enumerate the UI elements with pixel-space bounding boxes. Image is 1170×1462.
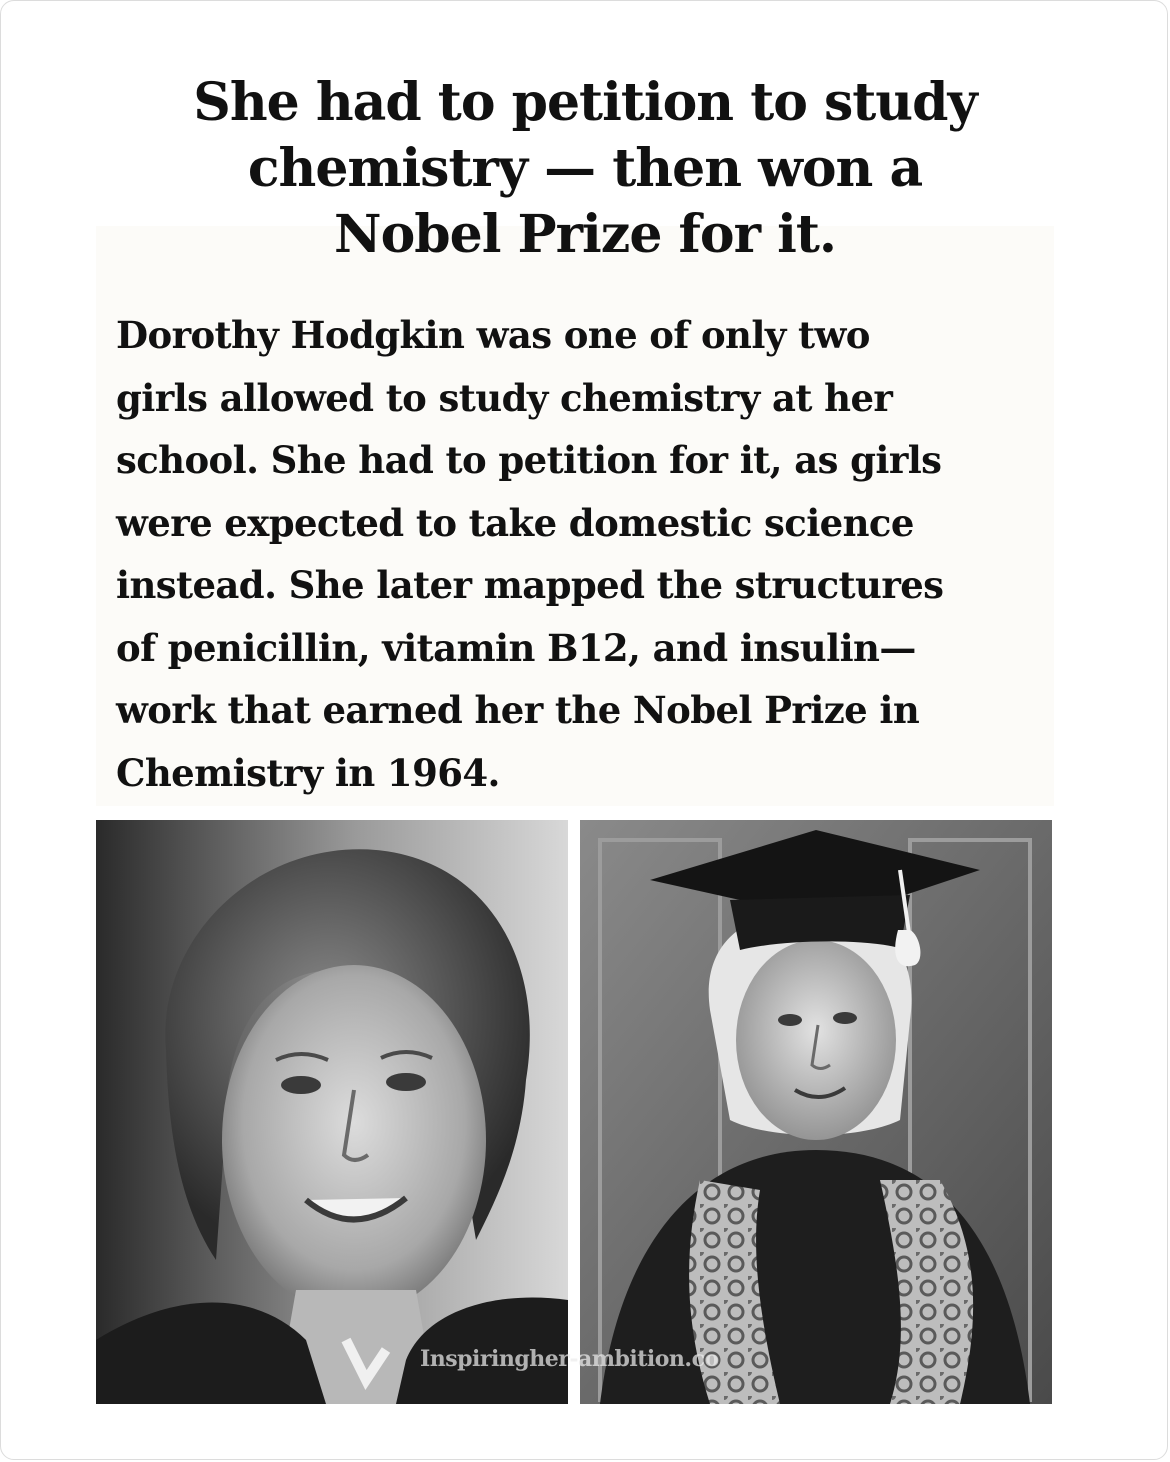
body-paragraph <box>116 304 1036 804</box>
body-line: instead. She later mapped the structures <box>116 563 944 607</box>
headline-line-1: She had to petition to study <box>193 72 977 133</box>
portrait-photo-left <box>96 820 568 1404</box>
body-line: work that earned her the Nobel Prize in <box>116 688 920 732</box>
headline <box>100 70 1070 268</box>
body-line: were expected to take domestic science <box>116 500 914 545</box>
portrait-photo-right <box>580 820 1052 1404</box>
body-line: Dorothy Hodgkin was one of only two <box>116 313 870 357</box>
body-line: of penicillin, vitamin B12, and insulin— <box>116 625 916 670</box>
academic-robes-portrait-icon <box>580 820 1052 1404</box>
body-line: Chemistry in 1964. <box>116 750 500 795</box>
watermark-text: Inspiringher-ambition.co <box>420 1346 719 1372</box>
body-line: girls allowed to study chemistry at her <box>116 375 893 420</box>
headline-line-3: Nobel Prize for it. <box>334 204 836 265</box>
headline-line-2: chemistry — then won a <box>247 138 923 199</box>
body-line: school. She had to petition for it, as girls <box>116 438 942 482</box>
portrait-photo-icon <box>96 820 568 1404</box>
